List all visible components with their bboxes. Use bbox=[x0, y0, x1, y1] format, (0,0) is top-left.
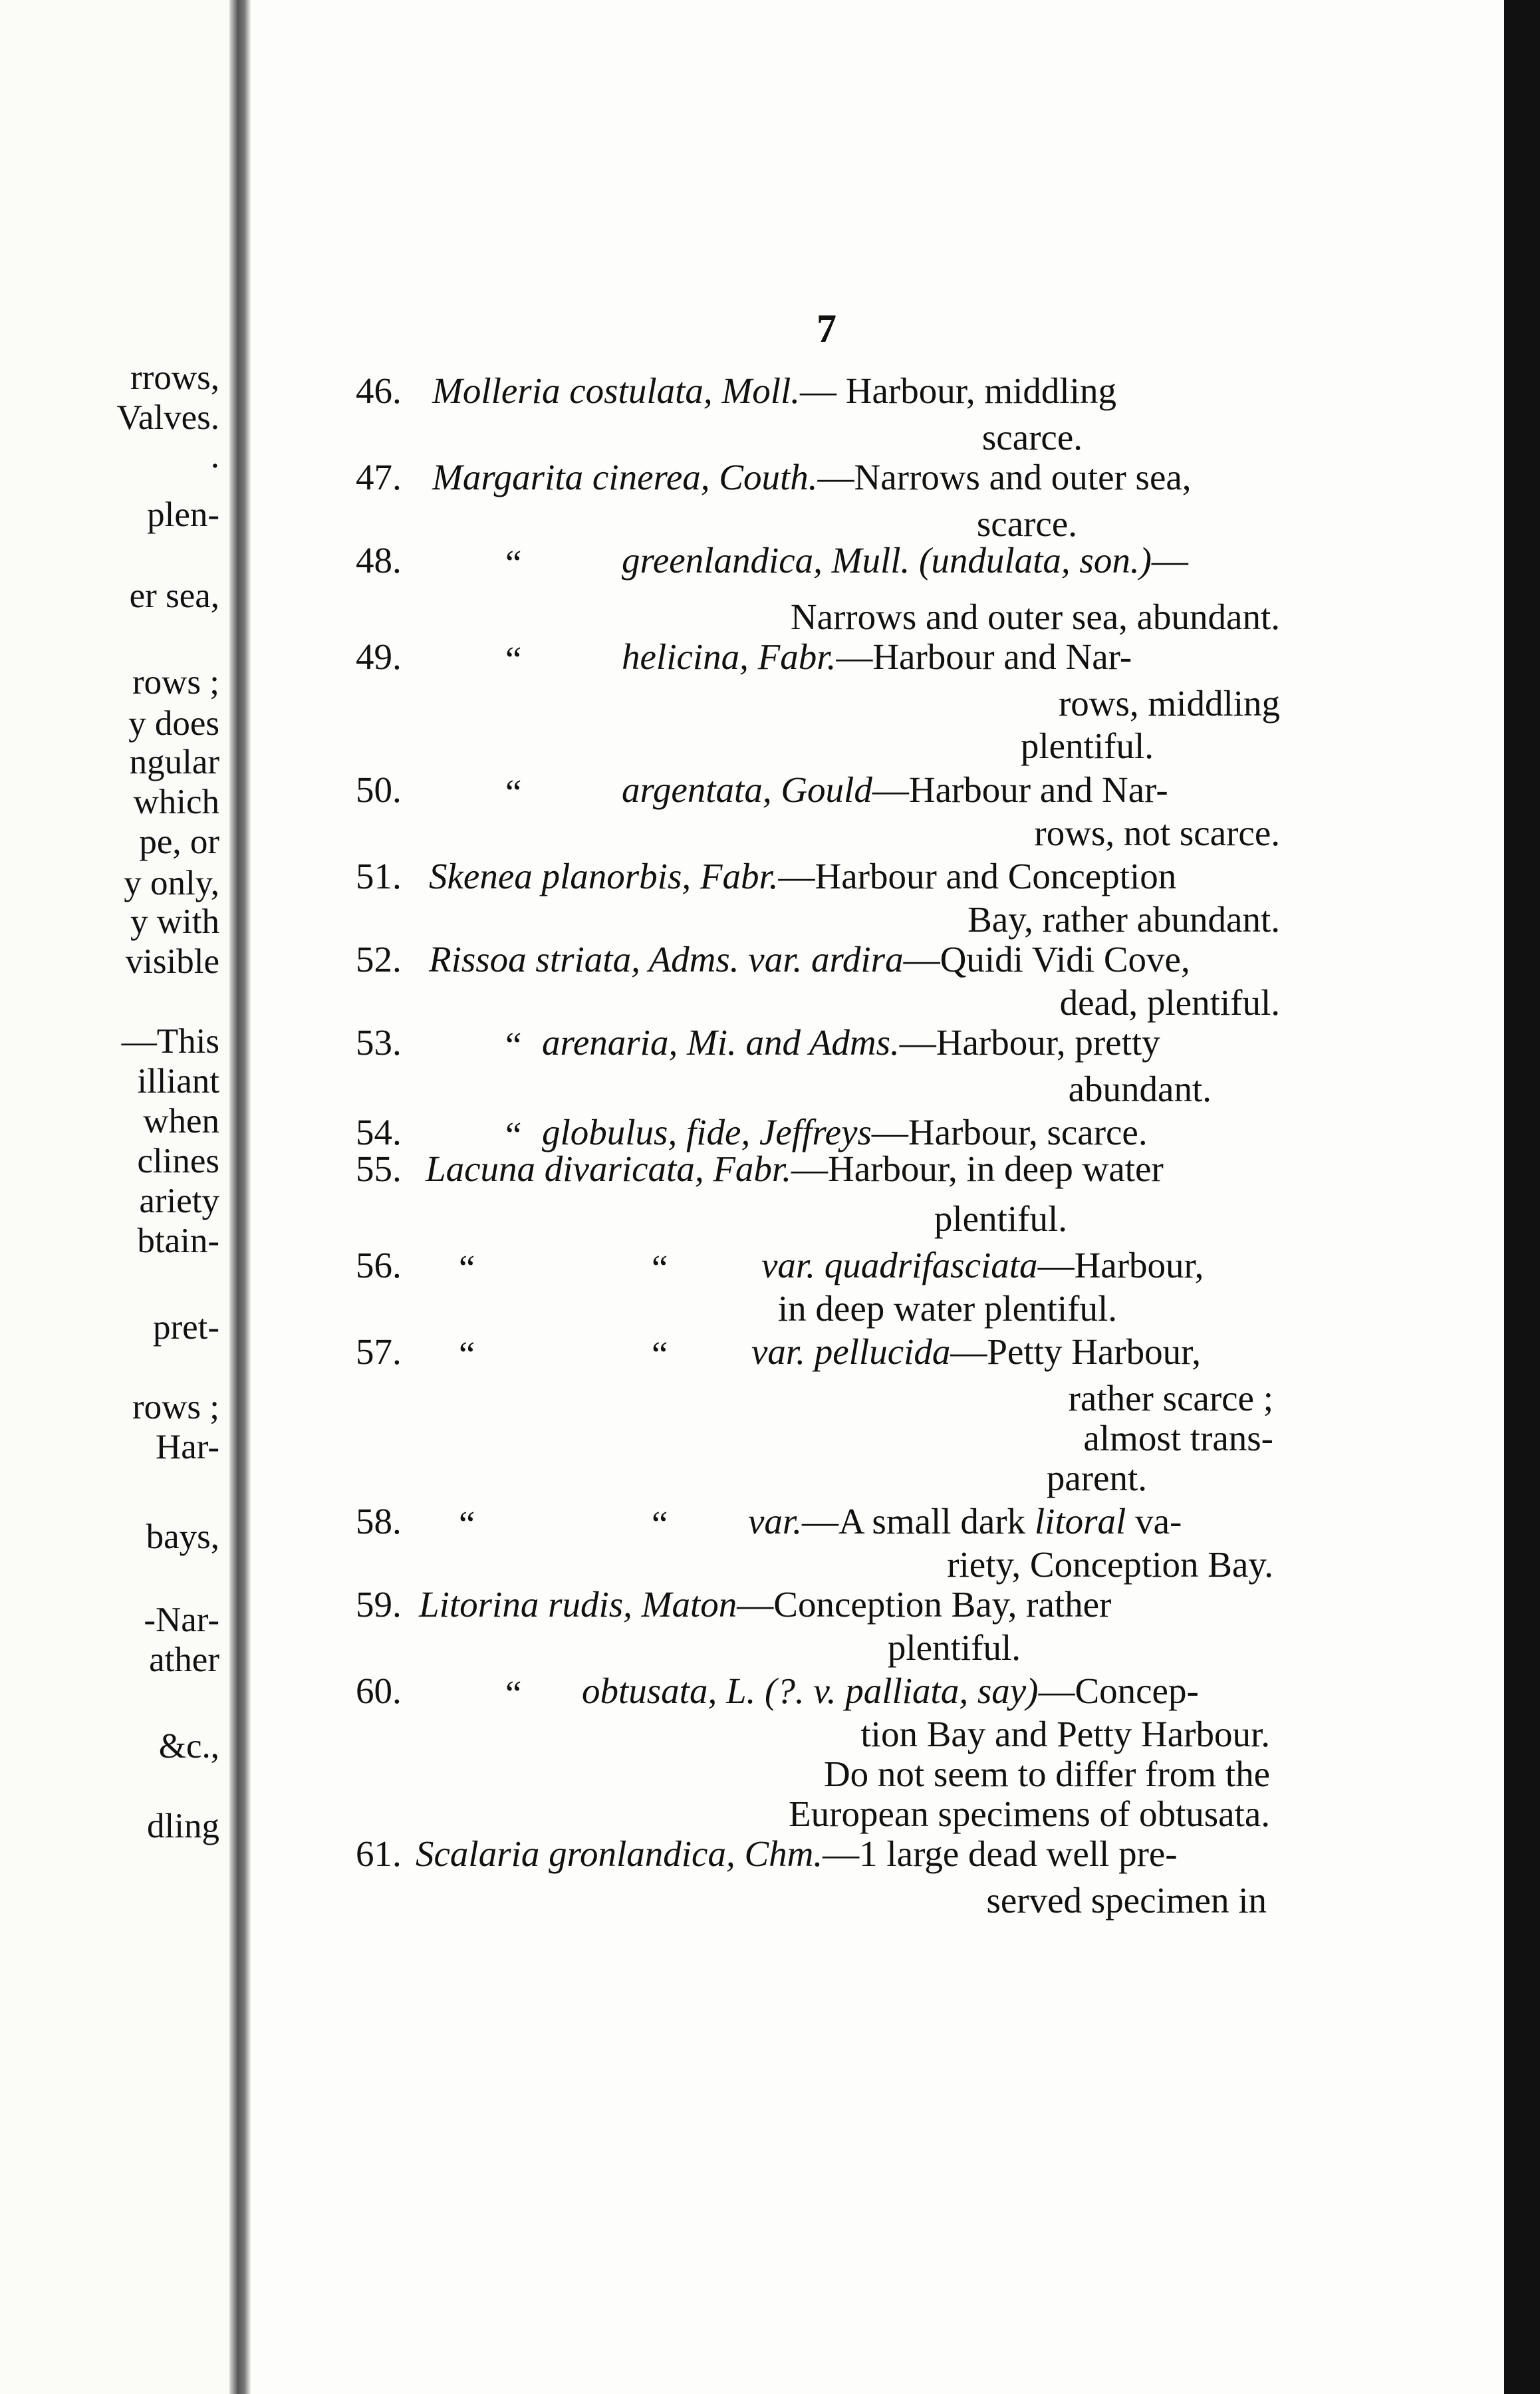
locality-text: —Harbour, pretty bbox=[899, 1022, 1160, 1063]
entry-continuation: rows, middling bbox=[1058, 683, 1280, 724]
facing-page-fragment: er sea, bbox=[129, 577, 219, 615]
entry-line bbox=[622, 542, 1188, 579]
entry-continuation: riety, Conception Bay. bbox=[947, 1544, 1273, 1585]
facing-page-fragment: -Nar- bbox=[144, 1601, 219, 1639]
locality-text: —Harbour and Nar- bbox=[836, 636, 1132, 677]
entry-continuation: parent. bbox=[1046, 1458, 1147, 1498]
facing-page-fragment: dling bbox=[147, 1807, 219, 1845]
facing-page-fragment: ather bbox=[149, 1641, 219, 1679]
facing-page-fragment: rows ; bbox=[132, 663, 219, 702]
entry-continuation: in deep water plentiful. bbox=[777, 1288, 1117, 1329]
ditto-mark: “ bbox=[505, 543, 522, 583]
entry-number: 46. bbox=[356, 370, 402, 411]
species-name: greenlandica, Mull. (undulata, son.) bbox=[622, 540, 1152, 581]
ditto-mark: “ bbox=[459, 1504, 475, 1544]
entry-line bbox=[542, 1114, 1148, 1150]
entry-number: 59. bbox=[356, 1584, 402, 1625]
entry-continuation: plentiful. bbox=[934, 1198, 1067, 1239]
locality-text: —Quidi Vidi Cove, bbox=[903, 939, 1190, 980]
facing-page-fragment: pret- bbox=[152, 1308, 219, 1347]
entry-continuation: rather scarce ; bbox=[1068, 1378, 1273, 1418]
ditto-mark: “ bbox=[652, 1504, 668, 1544]
locality-text: —Conception Bay, rather bbox=[737, 1584, 1112, 1625]
ditto-mark: “ bbox=[652, 1334, 668, 1375]
entry-line bbox=[419, 1586, 1111, 1623]
ditto-mark: “ bbox=[505, 1025, 522, 1065]
facing-page-fragment: illiant bbox=[137, 1062, 219, 1101]
locality-term: litoral bbox=[1034, 1501, 1126, 1541]
ditto-mark: “ bbox=[505, 1115, 522, 1155]
entry-continuation: scarce. bbox=[981, 417, 1083, 458]
facing-page-fragment: visible bbox=[125, 942, 219, 981]
locality-text: va- bbox=[1126, 1501, 1182, 1541]
facing-page-fragment: bays, bbox=[146, 1518, 219, 1556]
entry-continuation: dead, plentiful. bbox=[1059, 982, 1280, 1023]
entry-continuation: tion Bay and Petty Harbour. bbox=[860, 1714, 1270, 1754]
entry-number: 56. bbox=[356, 1245, 402, 1285]
entry-continuation: Narrows and outer sea, abundant. bbox=[790, 597, 1280, 637]
entry-line bbox=[416, 1835, 1178, 1872]
species-name: arenaria, Mi. and Adms. bbox=[542, 1022, 900, 1063]
facing-page-fragment: btain- bbox=[137, 1222, 219, 1260]
locality-text: —Harbour and Nar- bbox=[872, 769, 1168, 810]
entry-continuation: plentiful. bbox=[1020, 726, 1154, 766]
ditto-mark: “ bbox=[505, 1673, 522, 1714]
locality-text: —1 large dead well pre- bbox=[823, 1833, 1178, 1874]
entry-number: 47. bbox=[356, 457, 402, 497]
species-name: argentata, Gould bbox=[622, 769, 872, 810]
entry-number: 50. bbox=[356, 769, 402, 810]
species-name: Skenea planorbis, Fabr. bbox=[429, 856, 779, 896]
locality-text: —Harbour, scarce. bbox=[871, 1112, 1148, 1152]
species-name: Molleria costulata, Moll. bbox=[432, 370, 801, 411]
species-name: Rissoa striata, Adms. var. ardira bbox=[429, 939, 904, 980]
species-name: helicina, Fabr. bbox=[622, 636, 836, 677]
facing-page-fragment: ngular bbox=[129, 743, 219, 781]
species-name: Margarita cinerea, Couth. bbox=[432, 457, 818, 497]
entry-number: 49. bbox=[356, 636, 402, 677]
facing-page-fragment: clines bbox=[137, 1142, 219, 1180]
facing-page-fragment: Valves. bbox=[116, 398, 219, 437]
facing-page-fragment: plen- bbox=[147, 495, 219, 534]
ditto-mark: “ bbox=[505, 772, 522, 813]
entry-line bbox=[429, 941, 1190, 978]
entry-line bbox=[748, 1503, 1182, 1539]
ditto-mark: “ bbox=[505, 639, 522, 680]
entry-number: 53. bbox=[356, 1022, 402, 1063]
entry-number: 52. bbox=[356, 939, 402, 980]
entry-line bbox=[622, 771, 1168, 808]
ditto-mark: “ bbox=[459, 1334, 475, 1375]
entry-continuation: Bay, rather abundant. bbox=[967, 899, 1280, 940]
ditto-mark: “ bbox=[652, 1248, 668, 1288]
entry-line bbox=[432, 459, 1192, 495]
facing-page-fragment: y only, bbox=[124, 864, 219, 902]
entry-number: 51. bbox=[356, 856, 402, 896]
facing-page-fragment: rrows, bbox=[130, 358, 219, 397]
entry-number: 57. bbox=[356, 1331, 402, 1372]
entry-continuation: rows, not scarce. bbox=[1034, 813, 1280, 853]
species-name: Scalaria gronlandica, Chm. bbox=[416, 1833, 823, 1874]
entry-number: 61. bbox=[356, 1833, 402, 1874]
species-name: var. pellucida bbox=[751, 1331, 951, 1372]
entry-number: 48. bbox=[356, 540, 402, 581]
facing-page-fragment: &c., bbox=[158, 1727, 219, 1766]
facing-page-fragment: ariety bbox=[139, 1182, 219, 1220]
entry-number: 60. bbox=[356, 1670, 402, 1711]
locality-text: — bbox=[1151, 540, 1188, 581]
species-name: obtusata, L. (?. v. palliata, say) bbox=[582, 1670, 1039, 1711]
facing-page-fragment: y with bbox=[130, 902, 219, 941]
species-name: var. bbox=[748, 1501, 802, 1541]
entry-continuation: served specimen in bbox=[986, 1880, 1267, 1921]
locality-text: —Petty Harbour, bbox=[950, 1331, 1202, 1372]
entry-continuation: scarce. bbox=[976, 503, 1077, 544]
facing-page-fragment: . bbox=[210, 437, 219, 475]
facing-page-fragment: pe, or bbox=[139, 823, 219, 861]
facing-page-fragment: when bbox=[143, 1102, 219, 1140]
locality-text: —Harbour, bbox=[1037, 1245, 1204, 1285]
facing-page-fragment: y does bbox=[128, 704, 219, 743]
entry-line bbox=[751, 1333, 1201, 1370]
locality-text: —Harbour and Conception bbox=[778, 856, 1177, 896]
entry-line bbox=[542, 1024, 1160, 1061]
locality-text: —Concep- bbox=[1038, 1670, 1199, 1711]
locality-text: —Harbour, in deep water bbox=[791, 1148, 1164, 1189]
facing-page-fragment: Har- bbox=[155, 1428, 219, 1466]
species-name: Litorina rudis, Maton bbox=[419, 1584, 737, 1625]
page-number: 7 bbox=[817, 307, 836, 350]
entry-continuation: European specimens of obtusata. bbox=[789, 1794, 1270, 1834]
species-name: globulus, fide, Jeffreys bbox=[542, 1112, 872, 1152]
ditto-mark: “ bbox=[459, 1248, 475, 1288]
entry-continuation: Do not seem to differ from the bbox=[823, 1754, 1270, 1794]
locality-text: —Narrows and outer sea, bbox=[817, 457, 1192, 497]
entry-number: 58. bbox=[356, 1501, 402, 1541]
entry-continuation: abundant. bbox=[1068, 1069, 1212, 1109]
facing-page-fragment: rows ; bbox=[132, 1388, 219, 1426]
entry-number: 54. bbox=[356, 1112, 402, 1152]
entry-line bbox=[761, 1247, 1204, 1283]
locality-text: —A small dark bbox=[801, 1501, 1035, 1541]
entry-continuation: plentiful. bbox=[887, 1627, 1021, 1668]
species-name: Lacuna divaricata, Fabr. bbox=[426, 1148, 791, 1189]
facing-page-fragment: —This bbox=[121, 1022, 219, 1061]
entry-line bbox=[622, 638, 1132, 675]
locality-text: — Harbour, middling bbox=[800, 370, 1116, 411]
species-name: var. quadrifasciata bbox=[761, 1245, 1038, 1285]
entry-number: 55. bbox=[356, 1148, 402, 1189]
entry-line bbox=[582, 1672, 1199, 1709]
facing-page-fragment: which bbox=[133, 783, 219, 821]
entry-continuation: almost trans- bbox=[1083, 1418, 1273, 1458]
entry-line bbox=[426, 1150, 1164, 1187]
entry-line bbox=[432, 372, 1116, 409]
entry-line bbox=[429, 858, 1176, 894]
